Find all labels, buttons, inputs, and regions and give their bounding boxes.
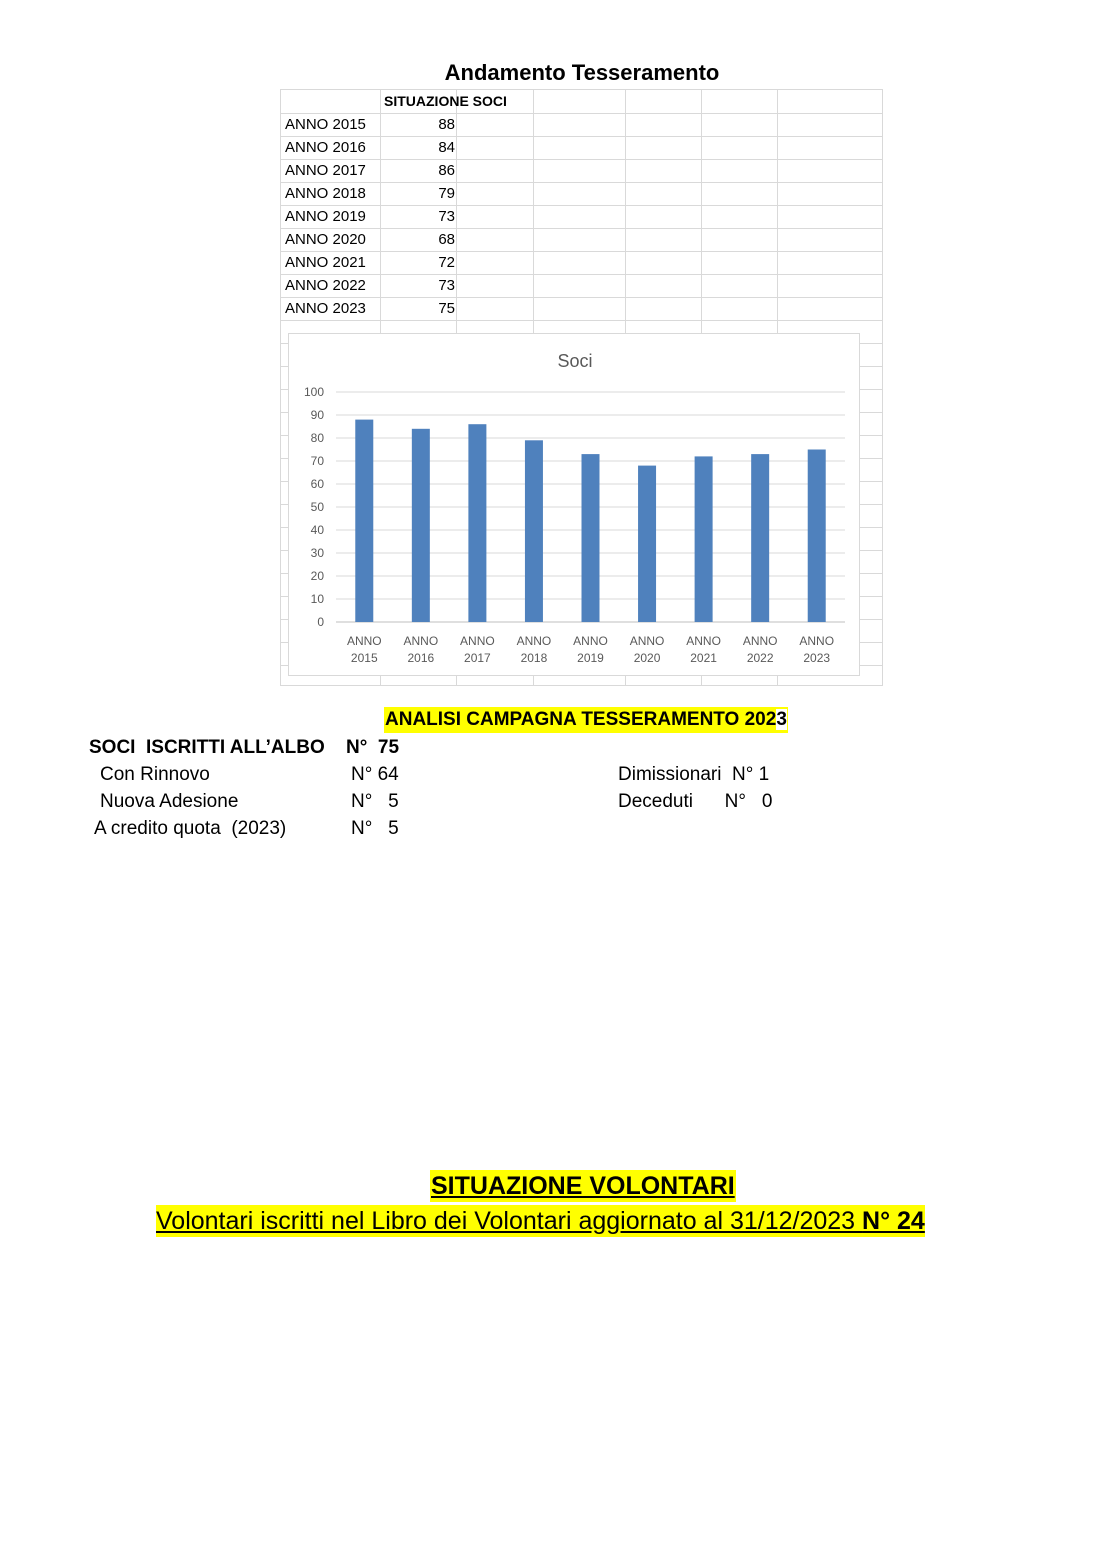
soci-value: 79 [438,185,455,202]
x-tick-label: 2018 [520,651,548,665]
soci-value: 73 [438,208,455,225]
bar [355,420,373,622]
table-row [281,113,883,136]
bar [638,466,656,622]
x-tick-label: 2023 [803,651,831,665]
x-tick-label: ANNO [516,634,552,648]
table-row [281,205,883,228]
year-label: ANNO 2020 [285,231,366,248]
x-tick-label: ANNO [346,634,382,648]
y-tick-label: 10 [310,592,324,606]
volontari-title: SITUAZIONE VOLONTARI [431,1172,735,1200]
adesione-label: Nuova Adesione [100,791,239,812]
table-row [281,228,883,251]
y-tick-label: 30 [310,546,324,560]
x-tick-label: 2019 [577,651,604,665]
table-header-row [281,90,883,113]
y-tick-label: 60 [310,477,324,491]
y-tick-label: 40 [310,523,324,537]
table-row [281,251,883,274]
year-label: ANNO 2019 [285,208,366,225]
x-tick-label: ANNO [460,634,495,648]
year-label: ANNO 2023 [285,300,366,317]
table-header: SITUAZIONE SOCI [384,93,507,109]
year-label: ANNO 2022 [285,277,366,294]
y-tick-label: 20 [310,569,324,583]
y-tick-label: 80 [310,431,324,445]
year-label: ANNO 2015 [285,116,366,133]
x-tick-label: ANNO [742,634,778,648]
soci-label: SOCI ISCRITTI ALL’ALBO [89,737,325,758]
soci-value: 73 [438,277,455,294]
bar [808,450,826,623]
y-tick-label: 50 [310,500,324,514]
soci-value: 84 [438,139,455,156]
soci-value: 68 [438,231,455,248]
x-tick-label: ANNO [629,634,665,648]
year-label: ANNO 2018 [285,185,366,202]
year-label: ANNO 2016 [285,139,366,156]
x-tick-label: 2021 [690,651,717,665]
deceduti: Deceduti N° 0 [618,791,773,812]
x-tick-label: 2022 [746,651,774,665]
bar [582,454,600,622]
x-tick-label: ANNO [799,634,835,648]
x-tick-label: 2015 [350,651,378,665]
table-row [281,159,883,182]
x-tick-label: ANNO [403,634,439,648]
soci-value: N° 75 [346,737,400,758]
analysis-title [384,707,788,733]
page-title: Andamento Tesseramento [444,60,720,85]
y-tick-label: 100 [303,385,324,399]
soci-value: 86 [438,162,455,179]
x-tick-label: 2017 [464,651,491,665]
chart-svg [289,334,861,677]
table-row [281,274,883,297]
dimissionari: Dimissionari N° 1 [618,764,770,785]
soci-value: 88 [438,116,455,133]
table-row [281,297,883,320]
bar [525,440,543,622]
bar [412,429,430,622]
x-tick-label: 2020 [633,651,661,665]
y-tick-label: 0 [317,615,324,629]
credito-value: N° 5 [351,818,399,839]
chart-title: Soci [557,351,593,371]
bar [468,424,486,622]
table-row [281,136,883,159]
analysis-title-main: ANALISI CAMPAGNA TESSERAMENTO 202 [385,709,777,730]
credito-label: A credito quota (2023) [94,818,287,839]
volontari-line [156,1205,925,1237]
soci-value: 75 [438,300,455,317]
rinnovo-label: Con Rinnovo [100,764,210,785]
x-tick-label: 2016 [407,651,435,665]
x-tick-label: ANNO [573,634,608,648]
year-label: ANNO 2017 [285,162,366,179]
bar [751,454,769,622]
soci-value: 72 [438,254,455,271]
year-label: ANNO 2021 [285,254,366,271]
y-tick-label: 90 [310,408,324,422]
y-tick-label: 70 [310,454,324,468]
bar [695,456,713,622]
rinnovo-value: N° 64 [351,764,399,785]
soci-bar-chart [288,333,860,676]
volontari-value: N° 24 [862,1207,925,1235]
volontari-text: Volontari iscritti nel Libro dei Volontari aggiornato al 31/12/2023 [156,1207,863,1235]
table-row [281,182,883,205]
analysis-title-tail: 3 [776,709,787,730]
adesione-value: N° 5 [351,791,399,812]
x-tick-label: ANNO [686,634,721,648]
